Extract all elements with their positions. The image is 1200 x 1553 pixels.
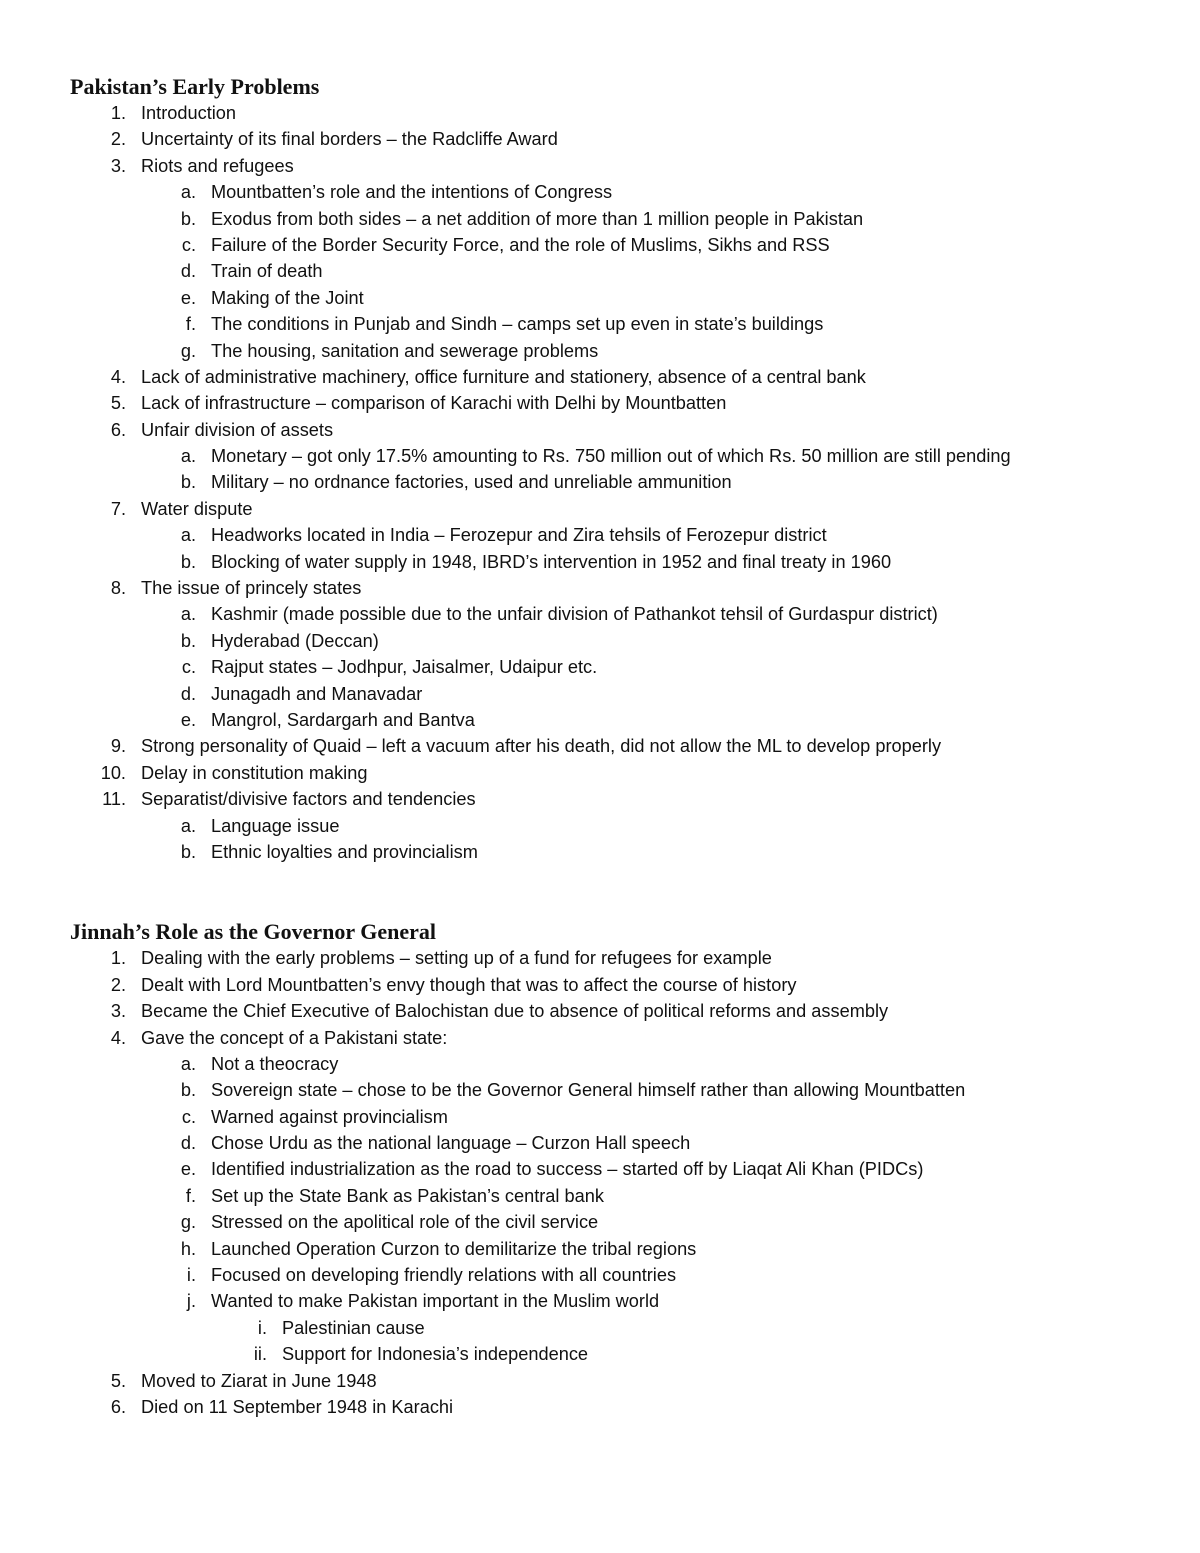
list-item-marker: a.	[180, 182, 196, 203]
list-item-marker: i.	[257, 1317, 267, 1338]
list-item-text: Mountbatten’s role and the intentions of Congress	[211, 182, 613, 203]
list-item-marker: g.	[180, 1212, 196, 1233]
list-item-text: Set up the State Bank as Pakistan’s central bank	[211, 1185, 604, 1206]
list-item	[70, 1262, 1150, 1288]
list-item-marker: c.	[181, 234, 196, 255]
list-item-marker: b.	[180, 630, 196, 651]
list-item-marker: d.	[180, 683, 196, 704]
list-item-marker: 4.	[110, 366, 126, 387]
list-item-marker: 2.	[110, 974, 126, 995]
list-item	[70, 628, 1150, 654]
list-item-marker: f.	[185, 1185, 196, 1206]
list-item-marker: c.	[181, 657, 196, 678]
list-item-marker: 3.	[110, 155, 126, 176]
list-item	[70, 760, 1150, 786]
list-item-marker: ii.	[253, 1344, 267, 1365]
list-item-text: Focused on developing friendly relations with all countries	[211, 1265, 677, 1286]
list-item-marker: 2.	[110, 129, 126, 150]
list-item-text: Language issue	[211, 815, 340, 836]
list-item	[70, 1341, 1150, 1367]
list-item-marker: a.	[180, 604, 196, 625]
list-item-marker: g.	[180, 340, 196, 361]
list-item-marker: 4.	[110, 1027, 126, 1048]
list-item-text: Not a theocracy	[211, 1053, 339, 1074]
list-item	[70, 179, 1150, 205]
list-item	[70, 549, 1150, 575]
list-item-text: Unfair division of assets	[141, 419, 334, 440]
list-item	[70, 972, 1150, 998]
list-item	[70, 1130, 1150, 1156]
list-item-text: Warned against provincialism	[211, 1106, 448, 1127]
list-item-text: The issue of princely states	[141, 578, 362, 599]
list-item-marker: 5.	[110, 393, 126, 414]
list-item-text: Blocking of water supply in 1948, IBRD’s intervention in 1952 and final treaty in 1960	[211, 551, 892, 572]
list-item-marker: d.	[180, 1133, 196, 1154]
list-item-text: Delay in constitution making	[141, 762, 368, 783]
list-item	[70, 654, 1150, 680]
list-item	[70, 100, 1150, 126]
list-item-text: Became the Chief Executive of Balochistan due to absence of political reforms and assembly	[141, 1001, 889, 1022]
list-item-marker: 7.	[110, 498, 126, 519]
list-item-marker: 9.	[110, 736, 126, 757]
list-item-marker: 8.	[110, 578, 126, 599]
list-item	[70, 1209, 1150, 1235]
list-item	[70, 1236, 1150, 1262]
list-item-marker: c.	[181, 1106, 196, 1127]
list-item-marker: b.	[180, 208, 196, 229]
list-item-marker: e.	[180, 287, 196, 308]
list-item-text: Monetary – got only 17.5% amounting to Rs. 750 million out of which Rs. 50 million are still pending	[211, 446, 1011, 467]
list-item	[70, 258, 1150, 284]
list-item-marker: 11.	[102, 789, 126, 810]
list-item-text: Riots and refugees	[141, 155, 294, 176]
list-item-marker: b.	[180, 841, 196, 862]
list-item-text: Failure of the Border Security Force, and the role of Muslims, Sikhs and RSS	[211, 234, 830, 255]
governor-general-list	[70, 945, 1150, 1420]
list-item	[70, 707, 1150, 733]
list-item-text: Making of the Joint	[211, 287, 364, 308]
list-item-marker: b.	[180, 551, 196, 572]
list-item-text: Uncertainty of its final borders – the Radcliffe Award	[141, 129, 558, 150]
list-item	[70, 232, 1150, 258]
section-title-governor-general: Jinnah’s Role as the Governor General	[70, 919, 437, 945]
list-item	[70, 1368, 1150, 1394]
list-item-marker: e.	[180, 1159, 196, 1180]
list-item	[70, 1288, 1150, 1314]
list-item-marker: 6.	[110, 1396, 126, 1417]
list-item	[70, 285, 1150, 311]
list-item	[70, 945, 1150, 971]
list-item	[70, 153, 1150, 179]
list-item-text: Mangrol, Sardargarh and Bantva	[211, 709, 475, 730]
list-item-text: Lack of administrative machinery, office furniture and stationery, absence of a central bank	[141, 366, 866, 387]
list-item-marker: a.	[180, 1053, 196, 1074]
list-item-text: Stressed on the apolitical role of the civil service	[211, 1212, 599, 1233]
list-item-text: Died on 11 September 1948 in Karachi	[141, 1396, 454, 1417]
list-item	[70, 1051, 1150, 1077]
document-page	[70, 70, 1150, 1420]
list-item	[70, 1183, 1150, 1209]
section-title-early-problems: Pakistan’s Early Problems	[70, 74, 320, 99]
list-item	[70, 601, 1150, 627]
list-item-text: Introduction	[141, 103, 237, 123]
early-problems-list	[70, 100, 1150, 865]
list-item	[70, 1025, 1150, 1051]
list-item	[70, 338, 1150, 364]
list-item	[70, 417, 1150, 443]
list-item-text: Separatist/divisive factors and tendencies	[141, 789, 476, 810]
list-item-text: Palestinian cause	[282, 1317, 425, 1338]
list-item	[70, 469, 1150, 495]
list-item-text: The housing, sanitation and sewerage problems	[211, 340, 599, 361]
section-spacer	[70, 865, 1150, 919]
list-item-marker: 1.	[110, 948, 126, 969]
list-item-text: Wanted to make Pakistan important in the Muslim world	[211, 1291, 660, 1312]
list-item	[70, 733, 1150, 759]
list-item-text: Chose Urdu as the national language – Curzon Hall speech	[211, 1133, 691, 1154]
list-item-marker: 3.	[110, 1001, 126, 1022]
list-item	[70, 1077, 1150, 1103]
list-item-text: Launched Operation Curzon to demilitarize the tribal regions	[211, 1238, 697, 1259]
list-item-marker: b.	[180, 1080, 196, 1101]
list-item	[70, 1315, 1150, 1341]
list-item-text: Military – no ordnance factories, used and unreliable ammunition	[211, 472, 732, 493]
list-item	[70, 390, 1150, 416]
list-item-text: Moved to Ziarat in June 1948	[141, 1370, 377, 1391]
list-item-text: Dealt with Lord Mountbatten’s envy though that was to affect the course of history	[141, 974, 797, 995]
list-item	[70, 813, 1150, 839]
list-item-marker: 5.	[110, 1370, 126, 1391]
list-item-marker: e.	[180, 709, 196, 730]
list-item	[70, 364, 1150, 390]
list-item	[70, 575, 1150, 601]
list-item-text: Hyderabad (Deccan)	[211, 630, 379, 651]
list-item	[70, 998, 1150, 1024]
list-item-text: Dealing with the early problems – setting up of a fund for refugees for example	[141, 948, 772, 969]
list-item	[70, 1156, 1150, 1182]
list-item-text: Support for Indonesia’s independence	[282, 1344, 589, 1365]
list-item	[70, 681, 1150, 707]
list-item-text: Water dispute	[141, 498, 253, 519]
list-item-marker: h.	[180, 1238, 196, 1259]
list-item-marker: j.	[186, 1291, 196, 1312]
list-item	[70, 126, 1150, 152]
list-item	[70, 496, 1150, 522]
list-item	[70, 311, 1150, 337]
list-item-text: Identified industrialization as the road to success – started off by Liaqat Ali Khan (PIDCs)	[211, 1159, 924, 1180]
list-item-marker: a.	[180, 446, 196, 467]
list-item-marker: d.	[180, 261, 196, 282]
list-item	[70, 839, 1150, 865]
list-item-text: Sovereign state – chose to be the Governor General himself rather than allowing Mountbatten	[211, 1080, 966, 1101]
list-item-text: Gave the concept of a Pakistani state:	[141, 1027, 448, 1048]
list-item	[70, 1394, 1150, 1420]
list-item-text: Kashmir (made possible due to the unfair division of Pathankot tehsil of Gurdaspur district)	[211, 604, 938, 625]
list-item	[70, 522, 1150, 548]
list-item-text: Rajput states – Jodhpur, Jaisalmer, Udaipur etc.	[211, 657, 598, 678]
list-item-text: Headworks located in India – Ferozepur and Zira tehsils of Ferozepur district	[211, 525, 827, 546]
list-item-text: Junagadh and Manavadar	[211, 683, 423, 704]
list-item	[70, 786, 1150, 812]
list-item-marker: 6.	[110, 419, 126, 440]
list-item-text: Lack of infrastructure – comparison of Karachi with Delhi by Mountbatten	[141, 393, 727, 414]
list-item-marker: i.	[186, 1265, 196, 1286]
list-item	[70, 443, 1150, 469]
list-item-text: Strong personality of Quaid – left a vacuum after his death, did not allow the ML to develop properly	[141, 736, 942, 757]
list-item-text: Train of death	[211, 261, 323, 282]
list-item-marker: a.	[180, 525, 196, 546]
list-item	[70, 206, 1150, 232]
list-item-marker: 10.	[100, 762, 126, 783]
list-item-marker: f.	[185, 314, 196, 335]
list-item-marker: b.	[180, 472, 196, 493]
list-item-text: Exodus from both sides – a net addition of more than 1 million people in Pakistan	[211, 208, 864, 229]
list-item-marker: a.	[180, 815, 196, 836]
list-item	[70, 1104, 1150, 1130]
list-item-text: The conditions in Punjab and Sindh – camps set up even in state’s buildings	[211, 314, 824, 335]
list-item-text: Ethnic loyalties and provincialism	[211, 841, 478, 862]
list-item-marker: 1.	[110, 103, 126, 123]
